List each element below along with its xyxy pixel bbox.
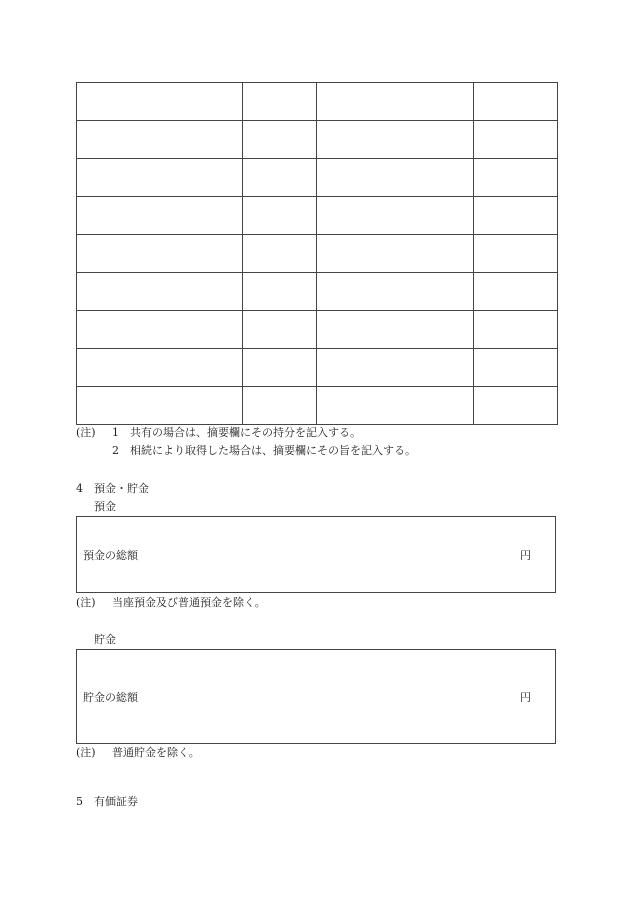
deposit-note-text: 当座預金及び普通預金を除く。 xyxy=(112,596,266,609)
savings-note-prefix: (注) xyxy=(76,746,96,759)
table-cell xyxy=(243,349,317,387)
table-cell xyxy=(474,197,558,235)
table-cell xyxy=(317,121,474,159)
table-cell xyxy=(77,83,243,121)
section-4-heading: 4 預金・貯金 xyxy=(76,482,149,495)
table-cell xyxy=(474,311,558,349)
table-cell xyxy=(243,197,317,235)
table-cell xyxy=(474,83,558,121)
table-cell xyxy=(77,159,243,197)
table-cell xyxy=(77,273,243,311)
table-cell xyxy=(77,349,243,387)
savings-yen-unit: 円 xyxy=(520,691,531,704)
table-row xyxy=(77,349,558,387)
table-cell xyxy=(317,235,474,273)
table-cell xyxy=(243,159,317,197)
deposit-subtitle: 預金 xyxy=(94,500,116,513)
savings-subtitle: 貯金 xyxy=(94,633,116,646)
deposit-total-label: 預金の総額 xyxy=(83,549,138,562)
asset-table xyxy=(76,82,558,425)
table-cell xyxy=(474,273,558,311)
table-cell xyxy=(474,159,558,197)
table-cell xyxy=(317,311,474,349)
note-prefix: (注) xyxy=(76,426,96,439)
note-number-1: 1 xyxy=(112,426,119,439)
table-cell xyxy=(317,197,474,235)
table-cell xyxy=(474,349,558,387)
deposit-note-prefix: (注) xyxy=(76,596,96,609)
table-cell xyxy=(474,121,558,159)
table-row xyxy=(77,121,558,159)
table-cell xyxy=(77,311,243,349)
deposit-total-box xyxy=(76,516,556,593)
table-row xyxy=(77,197,558,235)
table-cell xyxy=(317,83,474,121)
table-row xyxy=(77,311,558,349)
table-cell xyxy=(474,387,558,425)
section-5-heading: 5 有価証券 xyxy=(76,795,138,808)
table-row xyxy=(77,273,558,311)
table-cell xyxy=(243,121,317,159)
savings-total-label: 貯金の総額 xyxy=(83,691,138,704)
table-cell xyxy=(317,273,474,311)
table-cell xyxy=(77,197,243,235)
note-text-2: 相続により取得した場合は、摘要欄にその旨を記入する。 xyxy=(130,444,416,457)
table-cell xyxy=(77,235,243,273)
table-cell xyxy=(243,311,317,349)
deposit-yen-unit: 円 xyxy=(520,549,531,562)
savings-total-box xyxy=(76,649,556,744)
table-cell xyxy=(243,387,317,425)
table-cell xyxy=(77,387,243,425)
note-number-2: 2 xyxy=(112,444,119,457)
table-cell xyxy=(317,387,474,425)
table-cell xyxy=(243,83,317,121)
table-row xyxy=(77,235,558,273)
table-cell xyxy=(317,349,474,387)
table-cell xyxy=(317,159,474,197)
table-row xyxy=(77,83,558,121)
table-cell xyxy=(77,121,243,159)
note-text-1: 共有の場合は、摘要欄にその持分を記入する。 xyxy=(130,426,361,439)
table-row xyxy=(77,159,558,197)
savings-note-text: 普通貯金を除く。 xyxy=(112,746,200,759)
table-cell xyxy=(243,235,317,273)
table-row xyxy=(77,387,558,425)
table-cell xyxy=(474,235,558,273)
table-cell xyxy=(243,273,317,311)
